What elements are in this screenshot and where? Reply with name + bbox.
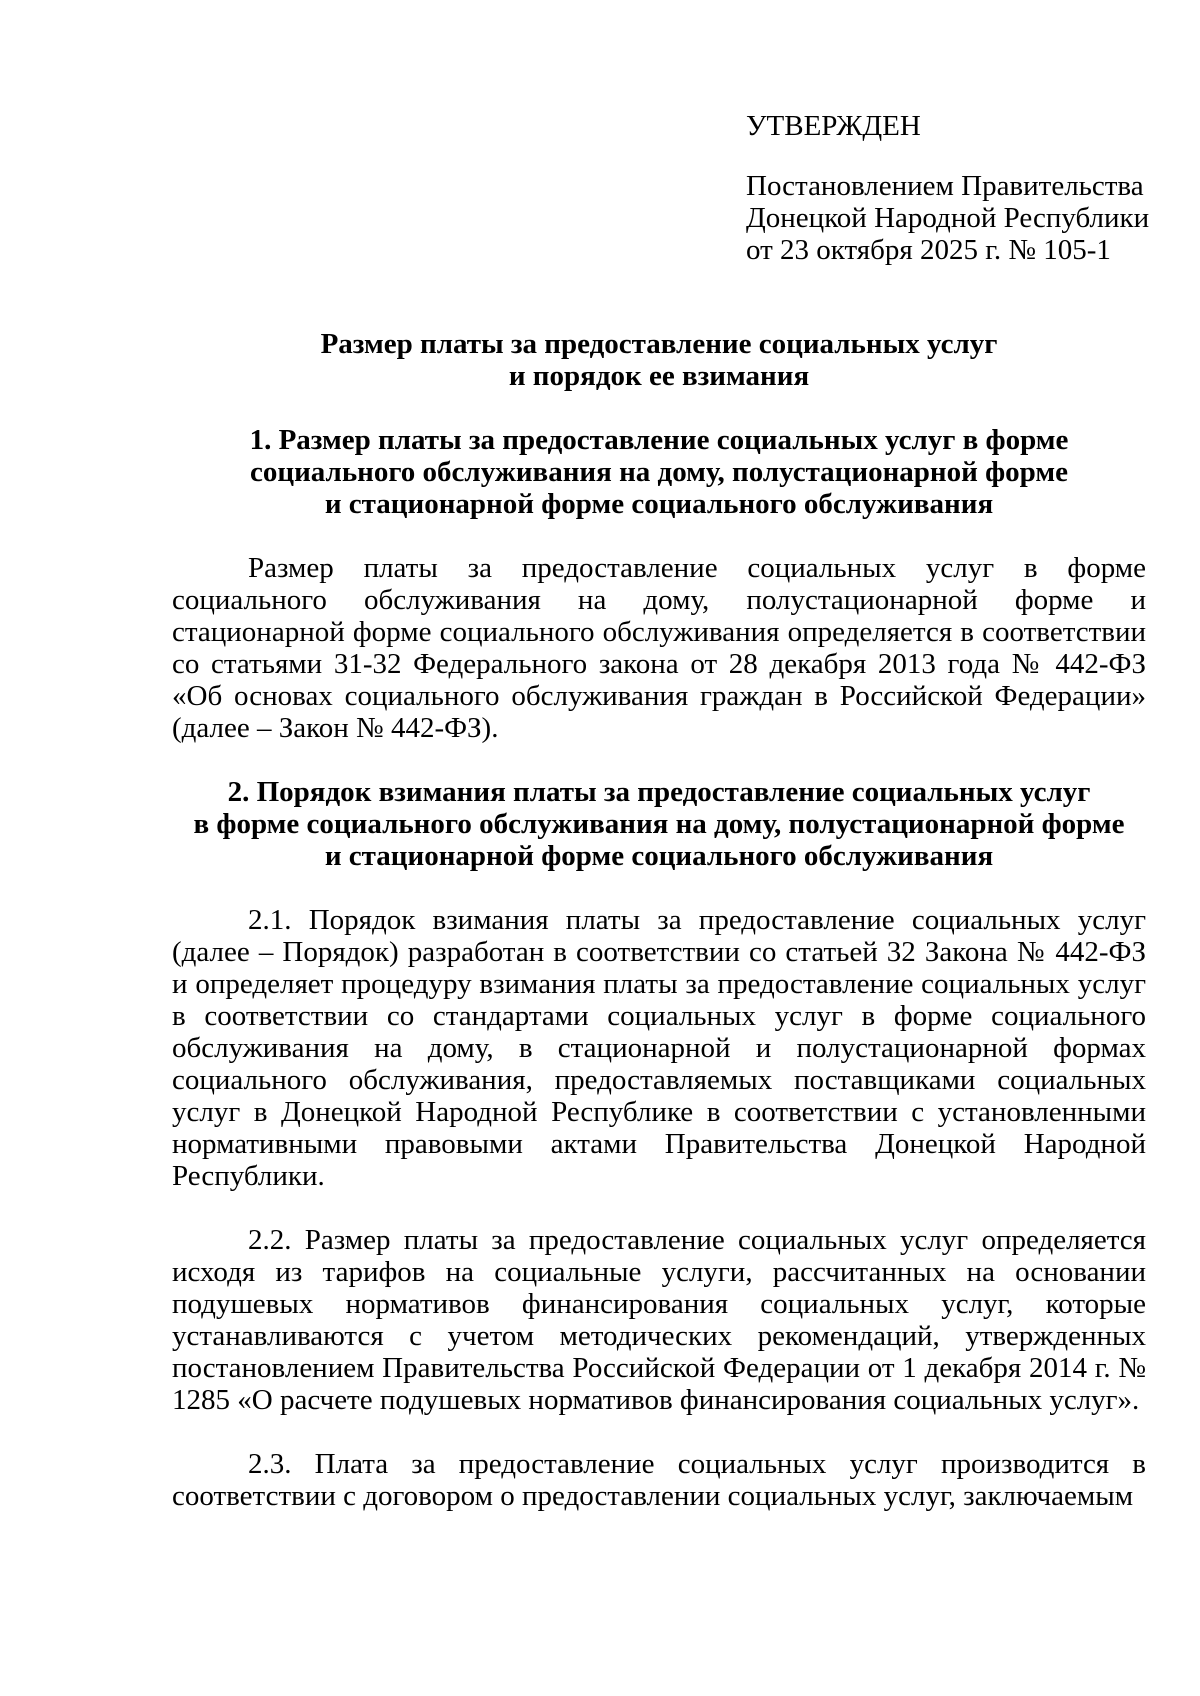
section-heading-line: социального обслуживания на дому, полустационарной форме [250, 456, 1068, 488]
document-title [172, 328, 1146, 392]
approval-block [746, 110, 1149, 266]
section-1-paragraph: Размер платы за предоставление социальных услуг в форме социального обслуживания на дому, полустационарной форме и стационарной форме социального обслуживания определяется в соответствии со статьями 31-32 Федерального закона от 28 декабря 2013 года № 442-ФЗ «Об основах социального обслуживания граждан в Российской Федерации» (далее – Закон № 442-ФЗ). [172, 552, 1146, 744]
section-heading-line: и стационарной форме социального обслуживания [324, 840, 994, 872]
section-1-heading [172, 424, 1146, 520]
clause-2-1: 2.1. Порядок взимания платы за предоставление социальных услуг (далее – Порядок) разработан в соответствии со статьей 32 Закона № 442-ФЗ и определяет процедуру взимания платы за предоставление социальных услуг в соответствии со стандартами социальных услуг в форме социального обслуживания на дому, в стационарной и полустационарной формах социального обслуживания, предоставляемых поставщиками социальных услуг в Донецкой Народной Республике в соответствии с установленными нормативными правовыми актами Правительства Донецкой Народной Республики. [172, 904, 1146, 1192]
approval-line: от 23 октября 2025 г. № 105-1 [746, 234, 1111, 266]
document-body [172, 328, 1146, 1544]
section-heading-line: и стационарной форме социального обслуживания [324, 488, 994, 520]
title-line: и порядок ее взимания [508, 360, 810, 392]
section-heading-line: 2. Порядок взимания платы за предоставление социальных услуг [227, 776, 1091, 808]
section-2-heading [172, 776, 1146, 872]
approval-stamp: УТВЕРЖДЕН [746, 110, 921, 142]
approval-line: Постановлением Правительства [746, 170, 1144, 202]
title-line: Размер платы за предоставление социальных услуг [320, 328, 998, 360]
clause-2-3: 2.3. Плата за предоставление социальных услуг производится в соответствии с договором о предоставлении социальных услуг, заключаемым [172, 1448, 1146, 1512]
clause-2-2: 2.2. Размер платы за предоставление социальных услуг определяется исходя из тарифов на социальные услуги, рассчитанных на основании подушевых нормативов финансирования социальных услуг, которые устанавливаются с учетом методических рекомендаций, утвержденных постановлением Правительства Российской Федерации от 1 декабря 2014 г. № 1285 «О расчете подушевых нормативов финансирования социальных услуг». [172, 1224, 1146, 1416]
approval-line: Донецкой Народной Республики [746, 202, 1150, 234]
section-heading-line: в форме социального обслуживания на дому, полустационарной форме [193, 808, 1125, 840]
section-heading-line: 1. Размер платы за предоставление социальных услуг в форме [249, 424, 1069, 456]
